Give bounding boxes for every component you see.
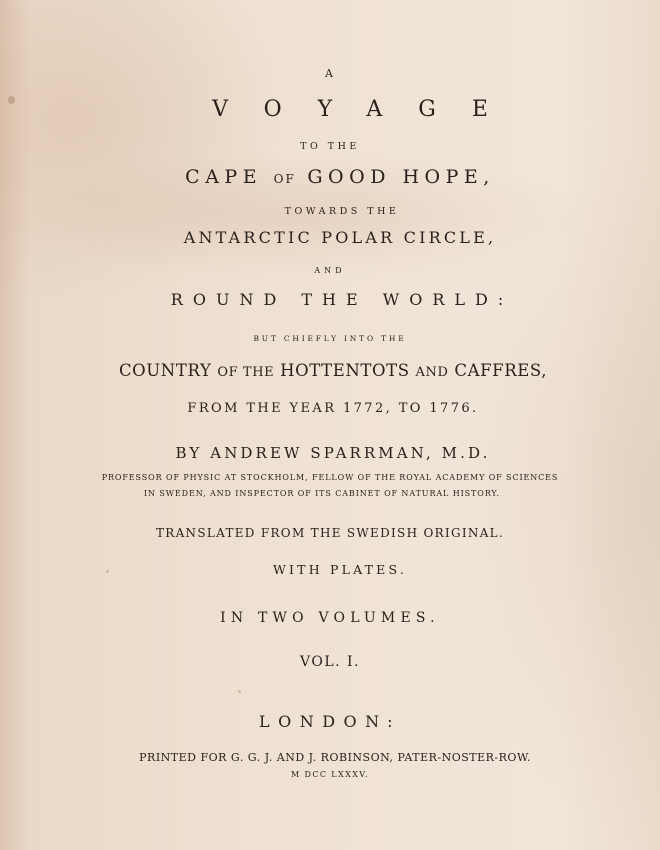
title-towards: TOWARDS THE (284, 206, 400, 217)
title-to-the: TO THE (300, 141, 360, 152)
title-chiefly: BUT CHIEFLY INTO THE (253, 334, 407, 343)
author-credentials-line-2: IN SWEDEN, AND INSPECTOR OF ITS CABINET OF NATURAL HISTORY. (144, 489, 500, 498)
title-round-world: ROUND THE WORLD: (170, 290, 514, 309)
title-article: A (325, 67, 335, 80)
main-title: VOYAGE (212, 97, 524, 122)
title-country-word: COUNTRY (118, 361, 212, 380)
title-cape-rest: GOOD HOPE, (307, 166, 495, 188)
title-cape-of: OF (273, 172, 296, 186)
title-and: AND (314, 266, 346, 275)
volume-number: VOL. I. (299, 654, 361, 670)
title-of-the: OF THE (217, 365, 275, 380)
title-hottentots: HOTTENTOTS (280, 361, 410, 380)
title-caffres: CAFFRES, (454, 361, 548, 380)
title-cape (10, 168, 660, 187)
volumes-note: IN TWO VOLUMES. (220, 610, 440, 626)
author-credentials-line-1: PROFESSOR OF PHYSIC AT STOCKHOLM, FELLOW OF THE ROYAL ACADEMY OF SCIENCES (101, 473, 559, 482)
foxing-spot (238, 690, 241, 693)
title-years: FROM THE YEAR 1772, TO 1776. (187, 401, 479, 416)
imprint-date: M DCC LXXXV. (290, 770, 370, 779)
plates-note: WITH PLATES. (272, 562, 407, 577)
translation-note: TRANSLATED FROM THE SWEDISH ORIGINAL. (155, 526, 505, 540)
title-antarctic: ANTARCTIC POLAR CIRCLE, (183, 228, 497, 247)
author-line: BY ANDREW SPARRMAN, M.D. (175, 444, 491, 462)
title-country (3, 363, 660, 380)
imprint-place: LONDON: (258, 712, 401, 731)
title-cape-word: CAPE (185, 166, 263, 188)
imprint-printer: PRINTED FOR G. G. J. AND J. ROBINSON, PATER-NOSTER-ROW. (139, 751, 531, 764)
title-and-small: AND (415, 365, 449, 380)
